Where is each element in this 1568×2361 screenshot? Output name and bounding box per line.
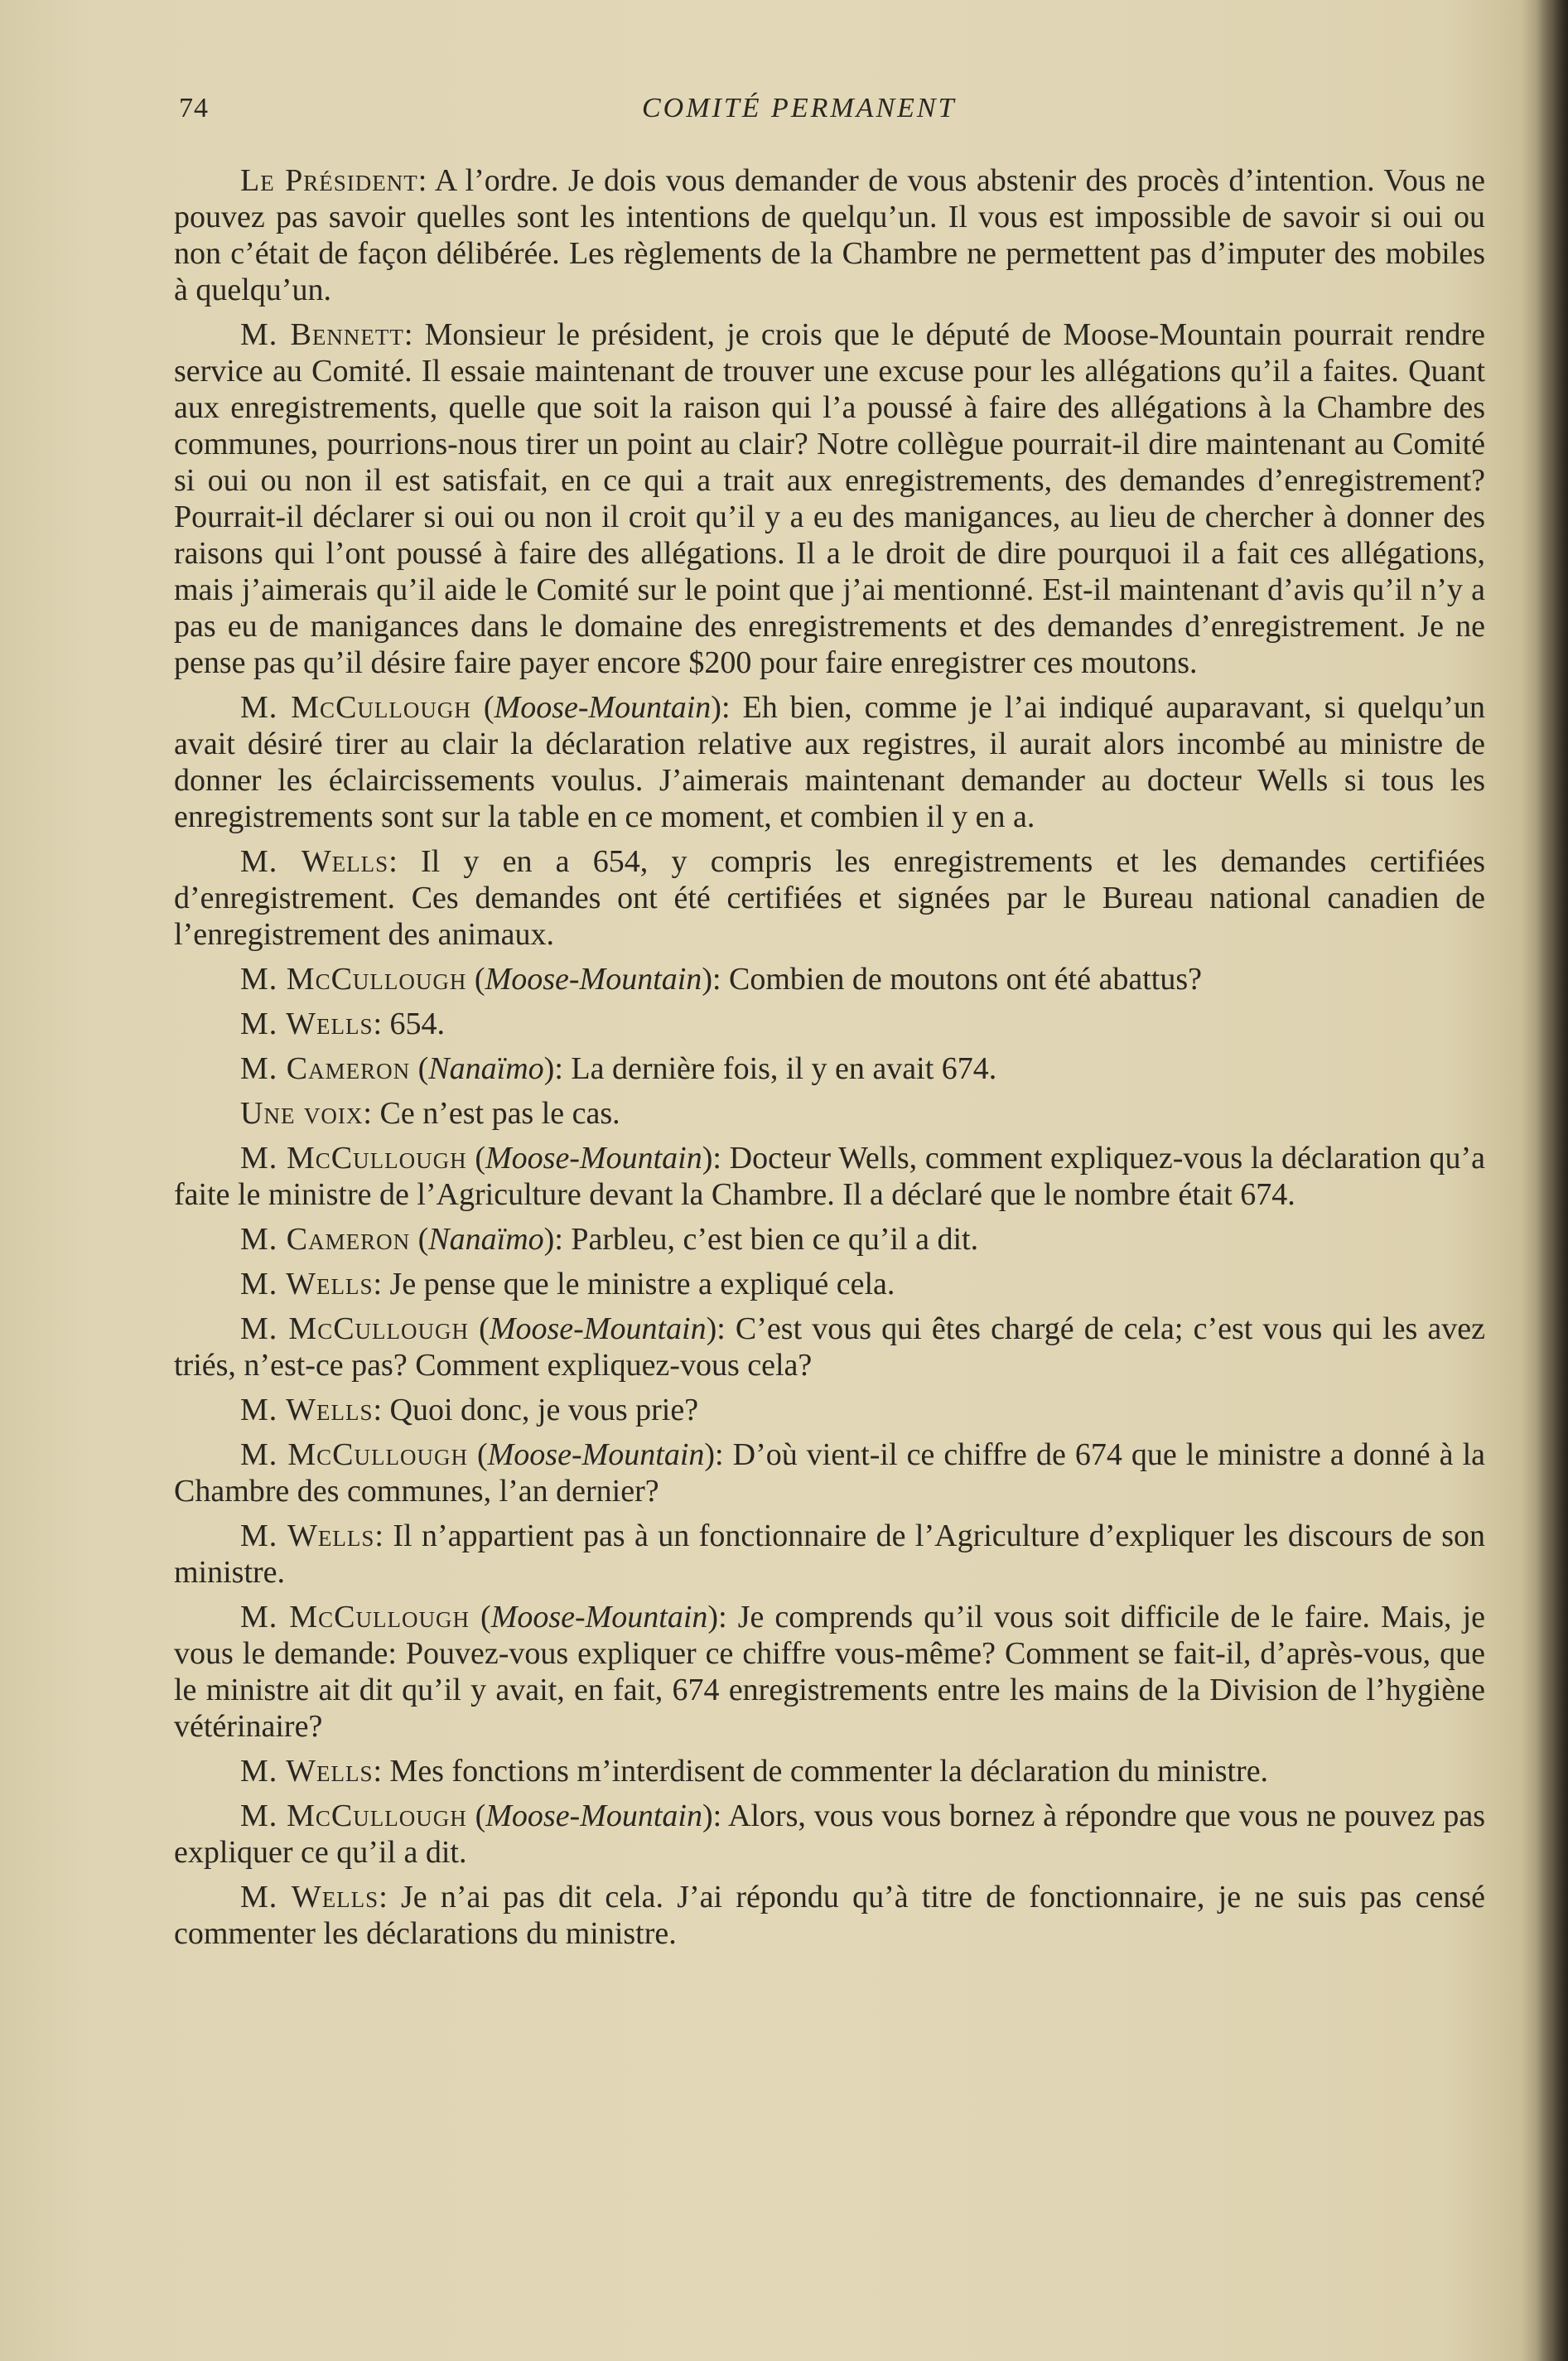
transcript-paragraph: M. Wells: 654. [240, 1007, 446, 1041]
speaker-riding: Moose-Mountain [494, 690, 712, 725]
speech-text: Eh bien, comme je l’ai indiqué auparavant, si quelqu’un avait désiré tirer au clair la déclaration relative aux registres, il aurait alors incombé au ministre de donner les éclaircissements voulus. J’aimerais maintenant demander au docteur Wells si tous les enregistrements sont sur la table en ce moment, et combien il y en a. [174, 690, 1485, 834]
speaker-riding: Nanaïmo [428, 1051, 544, 1086]
speech-text: 654. [389, 1007, 446, 1041]
speech-text: Il y en a 654, y compris les enregistrements et les demandes certifiées d’enregistrement. Ces demandes ont été certifiées et signées par le Bureau national canadien de l’enregistrement des animaux. [174, 844, 1486, 952]
running-head: COMITÉ PERMANENT [642, 93, 957, 123]
speaker-name: M. Wells [240, 1267, 374, 1301]
speaker-name: M. McCullough [240, 1141, 467, 1176]
transcript-body [174, 162, 1485, 1960]
page-header [174, 93, 1491, 134]
speaker-name: M. McCullough [240, 1799, 467, 1833]
speech-text: Je n’ai pas dit cela. J’ai répondu qu’à titre de fonctionnaire, je ne suis pas censé commenter les déclarations du ministre. [174, 1880, 1485, 1951]
speech-text: Combien de moutons ont été abattus? [729, 962, 1202, 997]
speaker-name: M. McCullough [240, 962, 467, 997]
transcript-paragraph: M. Wells: Il y en a 654, y compris les enregistrements et les demandes certifiées d’enregistrement. Ces demandes ont été certifiées et signées par le Bureau national canadien de l’enregistrement des animaux. [174, 844, 1486, 952]
transcript-paragraph: Le Président: A l’ordre. Je dois vous demander de vous abstenir des procès d’intention. Vous ne pouvez pas savoir quelles sont les intentions de quelqu’un. Il vous est impossible de savoir si oui ou non c’était de façon délibérée. Les règlements de la Chambre ne permettent pas d’imputer des mobiles à quelqu’un. [174, 163, 1485, 307]
speaker-name: M. McCullough [240, 1437, 468, 1472]
speech-text: Quoi donc, je vous prie? [389, 1393, 699, 1427]
transcript-paragraph: M. Bennett: Monsieur le président, je crois que le député de Moose-Mountain pourrait rendre service au Comité. Il essaie maintenant de trouver une excuse pour les allégations qu’il a faites. Quant aux enregistrements, quelle que soit la raison qui l’a poussé à faire des allégations à la Chambre des communes, pourrions-nous tirer un point au clair? Notre collègue pourrait-il dire maintenant au Comité si oui ou non il est satisfait, en ce qui a trait aux enregistrements, des demandes d’enregistrement? Pourrait-il déclarer si oui ou non il croit qu’il y a eu des manigances, au lieu de chercher à donner des raisons qui l’ont poussé à faire des allégations. Il a le droit de dire pourquoi il a fait ces allégations, mais j’aimerais qu’il aide le Comité sur le point que j’ai mentionné. Est-il maintenant d’avis qu’il n’y a pas eu de manigances dans le domaine des enregistrements et des demandes d’enregistrement. Je ne pense pas qu’il désire faire payer encore $200 pour faire enregistrer ces moutons. [174, 317, 1485, 680]
transcript-paragraph: M. McCullough (Moose-Mountain): Docteur Wells, comment expliquez-vous la déclaration qu’a faite le ministre de l’Agriculture devant la Chambre. Il a déclaré que le nombre était 674. [174, 1141, 1486, 1212]
speaker-riding: Nanaïmo [428, 1222, 544, 1257]
transcript-paragraph: M. Wells: Il n’appartient pas à un fonctionnaire de l’Agriculture d’expliquer les discours de son ministre. [174, 1518, 1485, 1590]
transcript-paragraph: M. Cameron (Nanaïmo): Parbleu, c’est bien ce qu’il a dit. [240, 1222, 979, 1257]
transcript-paragraph: M. McCullough (Moose-Mountain): C’est vous qui êtes chargé de cela; c’est vous qui les avez triés, n’est-ce pas? Comment expliquez-vous cela? [174, 1311, 1486, 1383]
transcript-paragraph: M. McCullough (Moose-Mountain): Je comprends qu’il vous soit difficile de le faire. Mais, je vous le demande: Pouvez-vous expliquer ce chiffre vous-même? Comment se fait-il, d’après-vous, que le ministre ait dit qu’il y avait, en fait, 674 enregistrements entre les mains de la Division de l’hygiène vétérinaire? [174, 1600, 1486, 1744]
speaker-name: M. Wells [240, 844, 389, 879]
book-spine-shadow [1537, 0, 1568, 2361]
speaker-name: Une voix [240, 1096, 364, 1131]
speaker-name: M. Wells [240, 1880, 379, 1914]
speech-text: Monsieur le président, je crois que le député de Moose-Mountain pourrait rendre service au Comité. Il essaie maintenant de trouver une excuse pour les allégations qu’il a faites. Quant aux enregistrements, quelle que soit la raison qui l’a poussé à faire des allégations à la Chambre des communes, pourrions-nous tirer un point au clair? Notre collègue pourrait-il dire maintenant au Comité si oui ou non il est satisfait, en ce qui a trait aux enregistrements, des demandes d’enregistrement? Pourrait-il déclarer si oui ou non il croit qu’il y a eu des manigances, au lieu de chercher à donner des raisons qui l’ont poussé à faire des allégations. Il a le droit de dire pourquoi il a fait ces allégations, mais j’aimerais qu’il aide le Comité sur le point que j’ai mentionné. Est-il maintenant d’avis qu’il n’y a pas eu de manigances dans le domaine des enregistrements et des demandes d’enregistrement. Je ne pense pas qu’il désire faire payer encore $200 pour faire enregistrer ces moutons. [174, 317, 1485, 680]
speech-text: Je comprends qu’il vous soit difficile de le faire. Mais, je vous le demande: Pouvez-vous expliquer ce chiffre vous-même? Comment se fait-il, d’après-vous, que le ministre ait dit qu’il y avait, en fait, 674 enregistrements entre les mains de la Division de l’hygiène vétérinaire? [174, 1600, 1486, 1744]
speaker-riding: Moose-Mountain [485, 962, 702, 997]
transcript-paragraph: M. McCullough (Moose-Mountain): Alors, vous vous bornez à répondre que vous ne pouvez pas expliquer ce qu’il a dit. [174, 1799, 1485, 1870]
speaker-riding: Moose-Mountain [485, 1141, 702, 1176]
speech-text: Ce n’est pas le cas. [379, 1096, 620, 1131]
speaker-name: M. Wells [240, 1754, 374, 1789]
transcript-paragraph: M. McCullough (Moose-Mountain): Eh bien, comme je l’ai indiqué auparavant, si quelqu’un avait désiré tirer au clair la déclaration relative aux registres, il aurait alors incombé au ministre de donner les éclaircissements voulus. J’aimerais maintenant demander au docteur Wells si tous les enregistrements sont sur la table en ce moment, et combien il y en a. [174, 690, 1485, 834]
speech-text: Docteur Wells, comment expliquez-vous la déclaration qu’a faite le ministre de l’Agriculture devant la Chambre. Il a déclaré que le nombre était 674. [174, 1141, 1486, 1212]
transcript-paragraph: Une voix: Ce n’est pas le cas. [240, 1096, 620, 1131]
speaker-name: M. Bennett [240, 317, 404, 352]
speaker-riding: Moose-Mountain [485, 1799, 702, 1833]
speaker-name: M. McCullough [240, 1311, 470, 1346]
speech-text: Il n’appartient pas à un fonctionnaire de l’Agriculture d’expliquer les discours de son ministre. [174, 1518, 1485, 1590]
speaker-name: M. Wells [240, 1393, 374, 1427]
speech-text: A l’ordre. Je dois vous demander de vous abstenir des procès d’intention. Vous ne pouvez pas savoir quelles sont les intentions de quelqu’un. Il vous est impossible de savoir si oui ou non c’était de façon délibérée. Les règlements de la Chambre ne permettent pas d’imputer des mobiles à quelqu’un. [174, 163, 1485, 307]
speech-text: La dernière fois, il y en avait 674. [571, 1051, 997, 1086]
speaker-riding: Moose-Mountain [489, 1311, 707, 1346]
speaker-name: M. Wells [240, 1007, 374, 1041]
transcript-paragraph: M. McCullough (Moose-Mountain): Combien de moutons ont été abattus? [240, 962, 1202, 997]
speech-text: Mes fonctions m’interdisent de commenter la déclaration du ministre. [389, 1754, 1269, 1789]
transcript-paragraph: M. Wells: Mes fonctions m’interdisent de commenter la déclaration du ministre. [240, 1754, 1269, 1789]
speaker-name: M. Cameron [240, 1051, 411, 1086]
page-number: 74 [179, 93, 209, 123]
speaker-name: M. Cameron [240, 1222, 411, 1257]
transcript-paragraph: M. Cameron (Nanaïmo): La dernière fois, il y en avait 674. [240, 1051, 997, 1086]
speech-text: D’où vient-il ce chiffre de 674 que le ministre a donné à la Chambre des communes, l’an dernier? [174, 1437, 1485, 1509]
speech-text: Je pense que le ministre a expliqué cela. [389, 1267, 895, 1301]
speaker-name: M. Wells [240, 1518, 375, 1553]
speaker-name: Le Président [240, 163, 418, 198]
speech-text: Parbleu, c’est bien ce qu’il a dit. [571, 1222, 979, 1257]
speaker-riding: Moose-Mountain [490, 1600, 708, 1634]
transcript-paragraph: M. McCullough (Moose-Mountain): D’où vient-il ce chiffre de 674 que le ministre a donné à la Chambre des communes, l’an dernier? [174, 1437, 1485, 1509]
transcript-paragraph: M. Wells: Je n’ai pas dit cela. J’ai répondu qu’à titre de fonctionnaire, je ne suis pas censé commenter les déclarations du ministre. [174, 1880, 1485, 1951]
speaker-riding: Moose-Mountain [487, 1437, 705, 1472]
speaker-name: M. McCullough [240, 1600, 470, 1634]
speaker-name: M. McCullough [240, 690, 471, 725]
speech-text: C’est vous qui êtes chargé de cela; c’est vous qui les avez triés, n’est-ce pas? Comment expliquez-vous cela? [174, 1311, 1486, 1383]
transcript-paragraph: M. Wells: Je pense que le ministre a expliqué cela. [240, 1267, 895, 1301]
transcript-paragraph: M. Wells: Quoi donc, je vous prie? [240, 1393, 699, 1427]
speech-text: Alors, vous vous bornez à répondre que vous ne pouvez pas expliquer ce qu’il a dit. [174, 1799, 1485, 1870]
